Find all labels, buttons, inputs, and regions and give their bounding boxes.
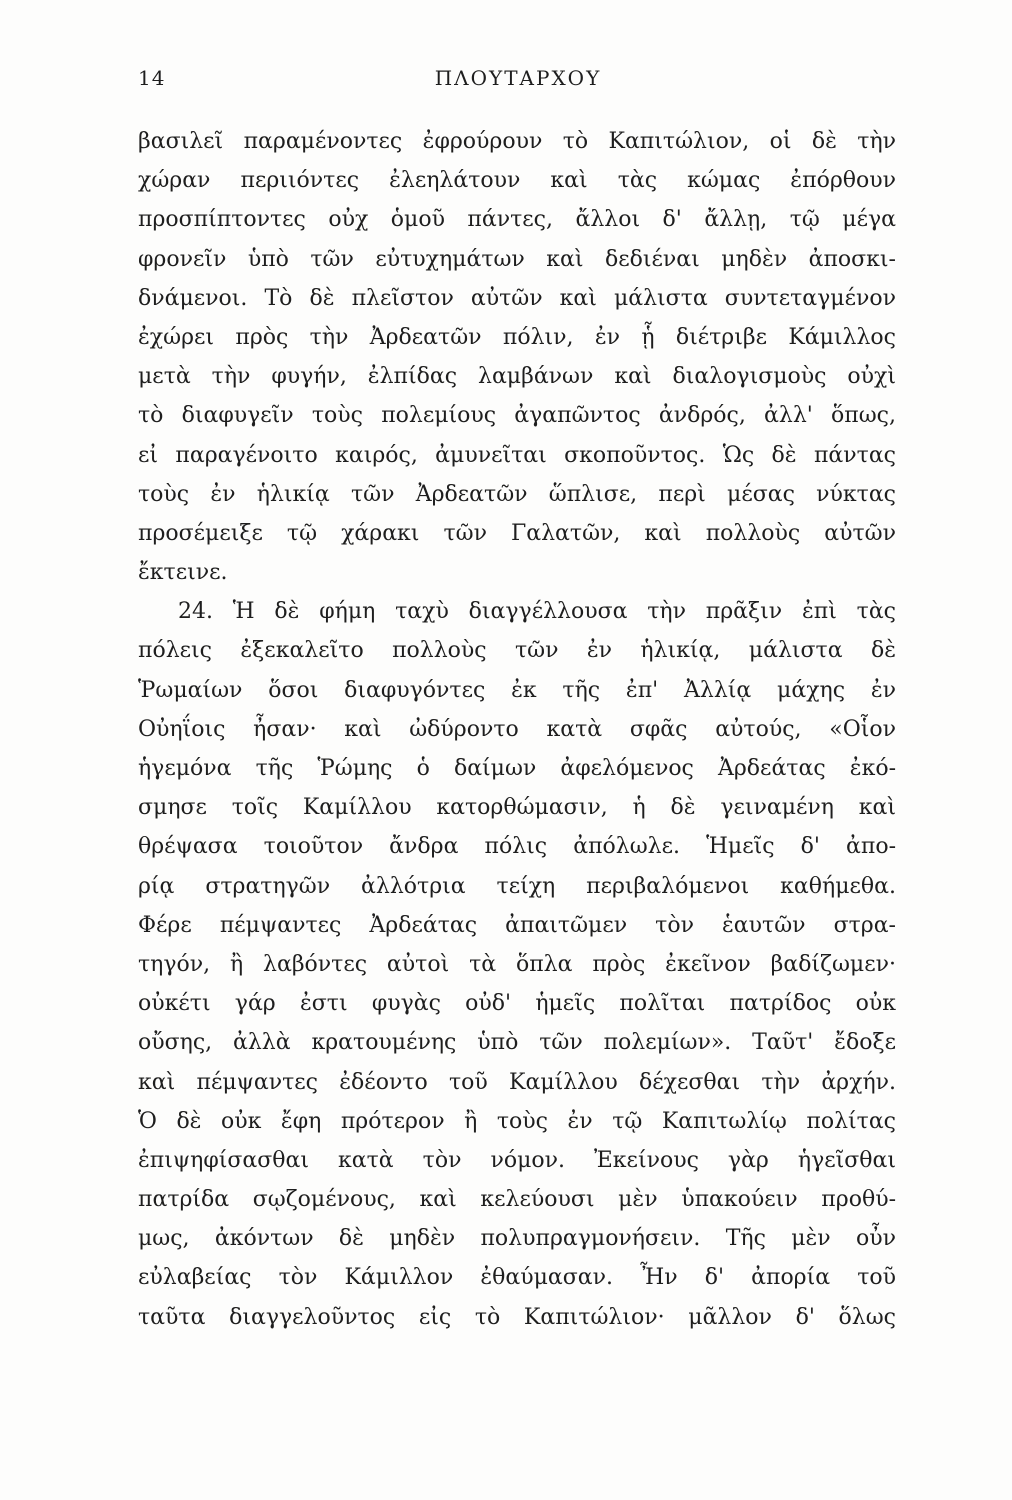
text-line: οὐκέτι γάρ ἐστι φυγὰς οὐδ' ἡμεῖς πολῖται πατρίδος οὐκ xyxy=(138,991,896,1017)
text-line: ἡγεμόνα τῆς Ῥώμης ὁ δαίμων ἀφελόμενος Ἀρδεάτας ἐκό- xyxy=(138,756,896,781)
page-number: 14 xyxy=(138,66,166,90)
text-line: ρίᾳ στρατηγῶν ἀλλότρια τείχη περιβαλόμενοι καθήμεθα. xyxy=(138,873,896,899)
text-line: τὸ διαφυγεῖν τοὺς πολεμίους ἀγαπῶντος ἀνδρός, ἀλλ' ὅπως, xyxy=(138,403,896,429)
text-line: προσέμειξε τῷ χάρακι τῶν Γαλατῶν, καὶ πολλοὺς αὐτῶν xyxy=(138,520,896,546)
text-line: εὐλαβείας τὸν Κάμιλλον ἐθαύμασαν. Ἦν δ' ἀπορία τοῦ xyxy=(138,1265,896,1291)
text-line: θρέψασα τοιοῦτον ἄνδρα πόλις ἀπόλωλε. Ἡμεῖς δ' ἀπο- xyxy=(138,834,896,860)
text-line: Φέρε πέμψαντες Ἀρδεάτας ἀπαιτῶμεν τὸν ἑαυτῶν στρα- xyxy=(138,912,896,938)
text-line: ἐπιψηφίσασθαι κατὰ τὸν νόμον. Ἐκείνους γὰρ ἡγεῖσθαι xyxy=(138,1147,896,1173)
text-line: χώραν περιιόντες ἐλεηλάτουν καὶ τὰς κώμας ἐπόρθουν xyxy=(138,168,896,194)
text-line: πόλεις ἐξεκαλεῖτο πολλοὺς τῶν ἐν ἡλικίᾳ, μάλιστα δὲ xyxy=(138,638,896,664)
text-line: σμησε τοῖς Καμίλλου κατορθώμασιν, ἡ δὲ γειναμένη καὶ xyxy=(138,795,896,821)
text-line: προσπίπτοντες οὐχ ὁμοῦ πάντες, ἄλλοι δ' ἄλλῃ, τῷ μέγα xyxy=(138,207,896,233)
paragraph-end-line: ἔκτεινε. xyxy=(138,560,228,586)
text-line: ἐχώρει πρὸς τὴν Ἀρδεατῶν πόλιν, ἐν ᾗ διέτριβε Κάμιλλος xyxy=(138,324,896,350)
text-line: βασιλεῖ παραμένοντες ἐφρούρουν τὸ Καπιτώλιον, οἱ δὲ τὴν xyxy=(138,129,896,154)
text-line: εἰ παραγένοιτο καιρός, ἀμυνεῖται σκοποῦντος. Ὡς δὲ πάντας xyxy=(138,442,896,468)
text-line: πατρίδα σῳζομένους, καὶ κελεύουσι μὲν ὑπακούειν προθύ- xyxy=(138,1187,896,1213)
text-line: οὔσης, ἀλλὰ κρατουμένης ὑπὸ τῶν πολεμίων». Ταῦτ' ἔδοξε xyxy=(138,1030,896,1056)
text-line: Ῥωμαίων ὅσοι διαφυγόντες ἐκ τῆς ἐπ' Ἀλλίᾳ μάχης ἐν xyxy=(138,677,896,703)
text-line: καὶ πέμψαντες ἐδέοντο τοῦ Καμίλλου δέχεσθαι τὴν ἀρχήν. xyxy=(138,1069,896,1095)
text-line: φρονεῖν ὑπὸ τῶν εὐτυχημάτων καὶ δεδιέναι μηδὲν ἀποσκι- xyxy=(138,246,896,272)
text-line: μετὰ τὴν φυγήν, ἐλπίδας λαμβάνων καὶ διαλογισμοὺς οὐχὶ xyxy=(138,364,896,390)
text-line: τοὺς ἐν ἡλικίᾳ τῶν Ἀρδεατῶν ὥπλισε, περὶ μέσας νύκτας xyxy=(138,481,896,507)
text-line: μως, ἀκόντων δὲ μηδὲν πολυπραγμονήσειν. Τῆς μὲν οὖν xyxy=(138,1226,896,1252)
page-header xyxy=(138,66,898,96)
text-line: δνάμενοι. Τὸ δὲ πλεῖστον αὐτῶν καὶ μάλιστα συντεταγμένον xyxy=(138,285,896,311)
body-text xyxy=(138,122,896,1337)
text-line: Οὐηΐοις ἦσαν· καὶ ὠδύροντο κατὰ σφᾶς αὐτούς, «Οἷον xyxy=(138,716,896,742)
text-line: Ὁ δὲ οὐκ ἔφη πρότερον ἢ τοὺς ἐν τῷ Καπιτωλίῳ πολίτας xyxy=(138,1108,896,1134)
text-line: ταῦτα διαγγελοῦντος εἰς τὸ Καπιτώλιον· μᾶλλον δ' ὅλως xyxy=(138,1304,896,1330)
running-title: ΠΛΟΥΤΑΡΧΟΥ xyxy=(434,66,602,90)
text-line: τηγόν, ἢ λαβόντες αὐτοὶ τὰ ὅπλα πρὸς ἐκεῖνον βαδίζωμεν· xyxy=(138,951,896,977)
section-24-first-line: 24. Ἡ δὲ φήμη ταχὺ διαγγέλλουσα τὴν πρᾶξιν ἐπὶ τὰς xyxy=(178,599,896,625)
